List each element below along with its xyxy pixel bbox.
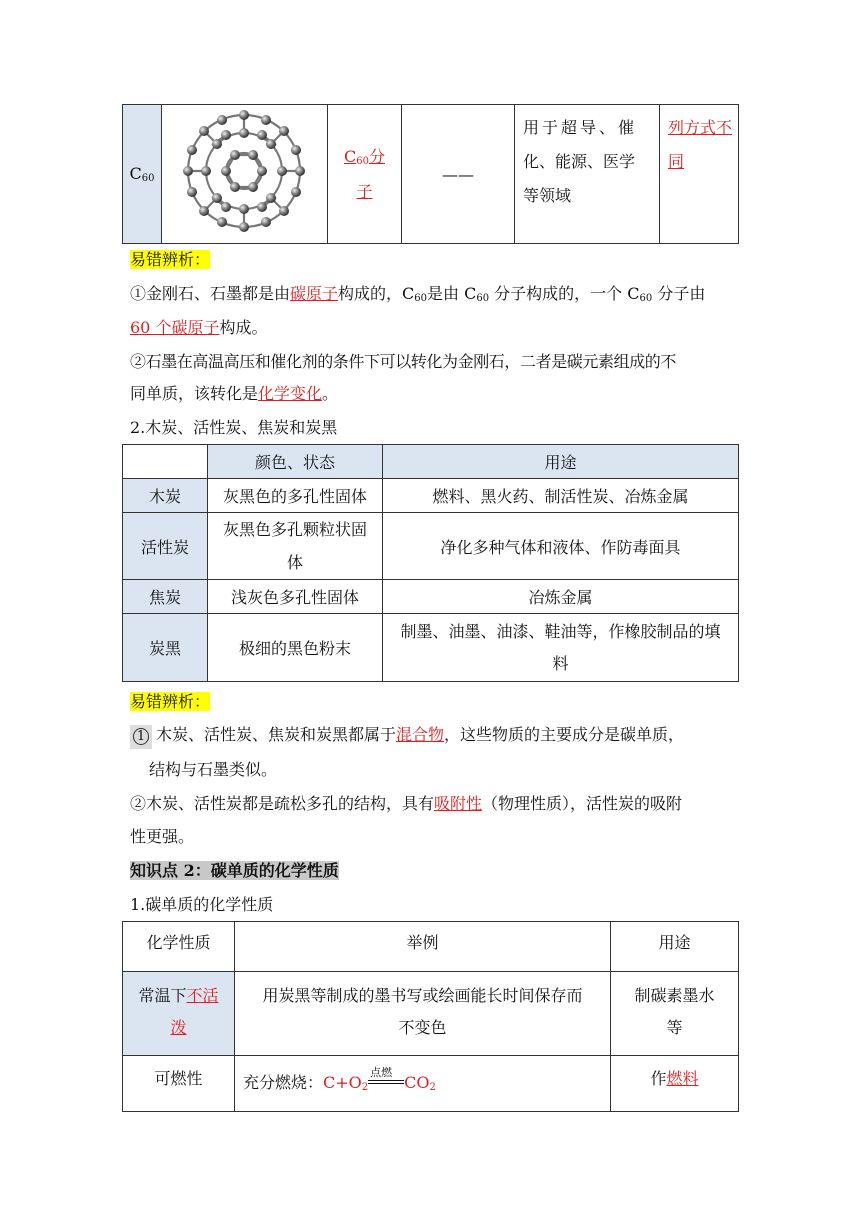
c60-composition-cell: [328, 105, 402, 244]
c60-reason-cell: [660, 105, 739, 244]
c60-property: ——: [442, 164, 474, 184]
note1-item2-line2: 同单质，该转化是化学变化。: [130, 384, 339, 403]
table-header-cell: [123, 445, 208, 479]
row-use: 冶炼金属: [383, 580, 739, 614]
note2-item2-line1: ②木炭、活性炭都是疏松多孔的结构，具有吸附性（物理性质），活性炭的吸附: [130, 794, 683, 813]
use-cell: 制碳素墨水 等: [611, 972, 739, 1056]
property-cell: 常温下不活 泼: [123, 972, 235, 1056]
c60-name: $C_{60}$: [129, 164, 155, 184]
c60-property-cell: [402, 105, 515, 244]
row-state: 灰黑色多孔颗粒状固 体: [208, 513, 383, 580]
note2-title: 易错辨析：: [130, 692, 211, 711]
table-header-cell: 举例: [235, 922, 611, 972]
table-row: [123, 580, 739, 614]
c60-reason-line: 同: [668, 152, 685, 171]
c60-table: [122, 104, 739, 244]
table-row: [123, 972, 739, 1056]
c60-composition: $C_{60}$分 子: [344, 146, 385, 201]
combustion-equation: $C+O_2$ 点燃 $CO_2$: [323, 1066, 436, 1093]
row-use: 制墨、油墨、油漆、鞋油等，作橡胶制品的填 料: [383, 614, 739, 682]
c60-usage-cell: [515, 105, 660, 244]
note1-item1-line2: 60 个碳原子构成。: [130, 318, 268, 337]
table-header-cell: 化学性质: [123, 922, 235, 972]
row-use: 燃料、黑火药、制活性炭、冶炼金属: [383, 479, 739, 513]
row-state: 灰黑色的多孔性固体: [208, 479, 383, 513]
circled-number: 1: [130, 725, 152, 749]
chemical-properties-table: [122, 921, 739, 1112]
note1-title: 易错辨析：: [130, 250, 211, 269]
row-state: 极细的黑色粉末: [208, 614, 383, 682]
row-state: 浅灰色多孔性固体: [208, 580, 383, 614]
carbon-forms-table: [122, 444, 739, 682]
use-cell: 作燃料: [611, 1056, 739, 1112]
c60-usage-line: 用于超导、催: [523, 118, 638, 137]
table-row: [123, 614, 739, 682]
table-row: [123, 479, 739, 513]
row-name: 炭黑: [123, 614, 208, 682]
note2-item1-line1: 1 木炭、活性炭、焦炭和炭黑都属于混合物，这些物质的主要成分是碳单质，: [130, 723, 684, 749]
c60-molecule-image: [162, 105, 327, 239]
section3-title: 1.碳单质的化学性质: [130, 895, 274, 914]
note1-item1-line1: ①金刚石、石墨都是由碳原子构成的，$C_{60}$是由 $C_{60}$ 分子构成的，一个 $C_{60}$ 分子由: [130, 284, 706, 304]
row-name: 焦炭: [123, 580, 208, 614]
example-cell: 充分燃烧：$C+O_2$ 点燃 $CO_2$: [235, 1056, 611, 1112]
c60-name-cell: [123, 105, 162, 244]
table-header-cell: 用途: [383, 445, 739, 479]
c60-usage-line: 等领域: [523, 186, 572, 205]
table-header-row: [123, 922, 739, 972]
row-use: 净化多种气体和液体、作防毒面具: [383, 513, 739, 580]
table-header-cell: 颜色、状态: [208, 445, 383, 479]
property-cell: 可燃性: [123, 1056, 235, 1112]
c60-usage-line: 化、能源、医学: [523, 152, 636, 171]
section2-title: 2.木炭、活性炭、焦炭和炭黑: [130, 418, 338, 437]
row-name: 木炭: [123, 479, 208, 513]
table-row: [123, 513, 739, 580]
row-name: 活性炭: [123, 513, 208, 580]
table-row: [123, 1056, 739, 1112]
c60-reason-line: 列方式不: [668, 118, 733, 137]
note1-item2-line1: ②石墨在高温高压和催化剂的条件下可以转化为金刚石，二者是碳元素组成的不: [130, 352, 677, 371]
table-header-cell: 用途: [611, 922, 739, 972]
note2-item2-line2: 性更强。: [130, 827, 195, 846]
c60-image-cell: [162, 105, 328, 244]
note2-item1-line2: 结构与石墨类似。: [149, 760, 278, 779]
knowledge-point-heading: 知识点 2：碳单质的化学性质: [130, 861, 339, 880]
table-header-row: [123, 445, 739, 479]
example-cell: 用炭黑等制成的墨书写或绘画能长时间保存而 不变色: [235, 972, 611, 1056]
